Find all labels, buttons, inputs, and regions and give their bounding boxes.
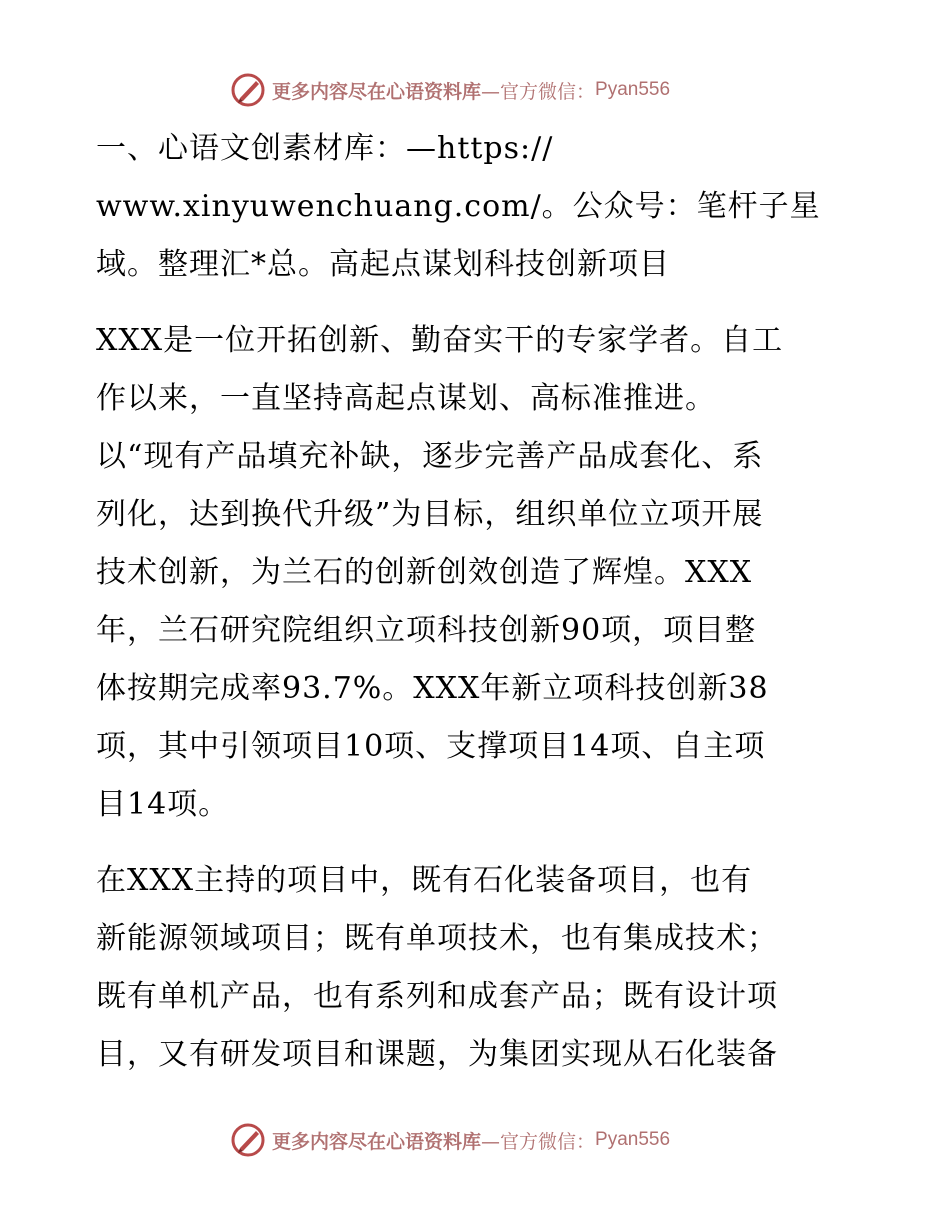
banner-separator-text: —官方微信： (481, 1130, 596, 1153)
text-line: www.xinyuwenchuang.com/。公众号：笔杆子星 (96, 189, 821, 224)
banner-separator-text: —官方微信： (481, 80, 596, 103)
text-line: 技术创新，为兰石的创新创效创造了辉煌。XXX (96, 555, 753, 590)
text-line: 目，又有研发项目和课题，为集团实现从石化装备 (96, 1037, 778, 1072)
text-line: 以“现有产品填充补缺，逐步完善产品成套化、系 (96, 439, 764, 474)
paragraph-intro (96, 120, 866, 294)
text-line: 体按期完成率93.7%。XXX年新立项科技创新38 (96, 671, 769, 706)
banner-main-text: 更多内容尽在心语资料库 (272, 1130, 482, 1153)
text-line: 列化，达到换代升级”为目标，组织单位立项开展 (96, 497, 764, 532)
banner-wechat-id: Pyan556 (595, 79, 671, 100)
banner-main-text: 更多内容尽在心语资料库 (272, 80, 482, 103)
footer-watermark-banner (230, 1120, 670, 1160)
text-line: XXX是一位开拓创新、勤奋实干的专家学者。自工 (96, 323, 784, 358)
text-line: 目14项。 (96, 787, 230, 822)
pen-logo-icon (230, 72, 266, 108)
text-line: 年，兰石研究院组织立项科技创新90项，项目整 (96, 613, 757, 648)
text-line: 新能源领域项目；既有单项技术，也有集成技术； (96, 921, 778, 956)
pen-logo-icon (230, 1122, 266, 1158)
header-watermark-banner (230, 70, 670, 110)
paragraph-achievements (96, 312, 866, 834)
paragraph-projects (96, 852, 866, 1084)
text-line: 域。整理汇*总。高起点谋划科技创新项目 (96, 247, 670, 282)
text-line: 在XXX主持的项目中，既有石化装备项目，也有 (96, 863, 753, 898)
text-line: 项，其中引领项目10项、支撑项目14项、自主项 (96, 729, 766, 764)
text-line: 一、心语文创素材库：—https:// (96, 131, 554, 166)
text-line: 作以来，一直坚持高起点谋划、高标准推进。 (96, 381, 716, 416)
text-line: 既有单机产品，也有系列和成套产品；既有设计项 (96, 979, 778, 1014)
banner-wechat-id: Pyan556 (595, 1129, 671, 1150)
